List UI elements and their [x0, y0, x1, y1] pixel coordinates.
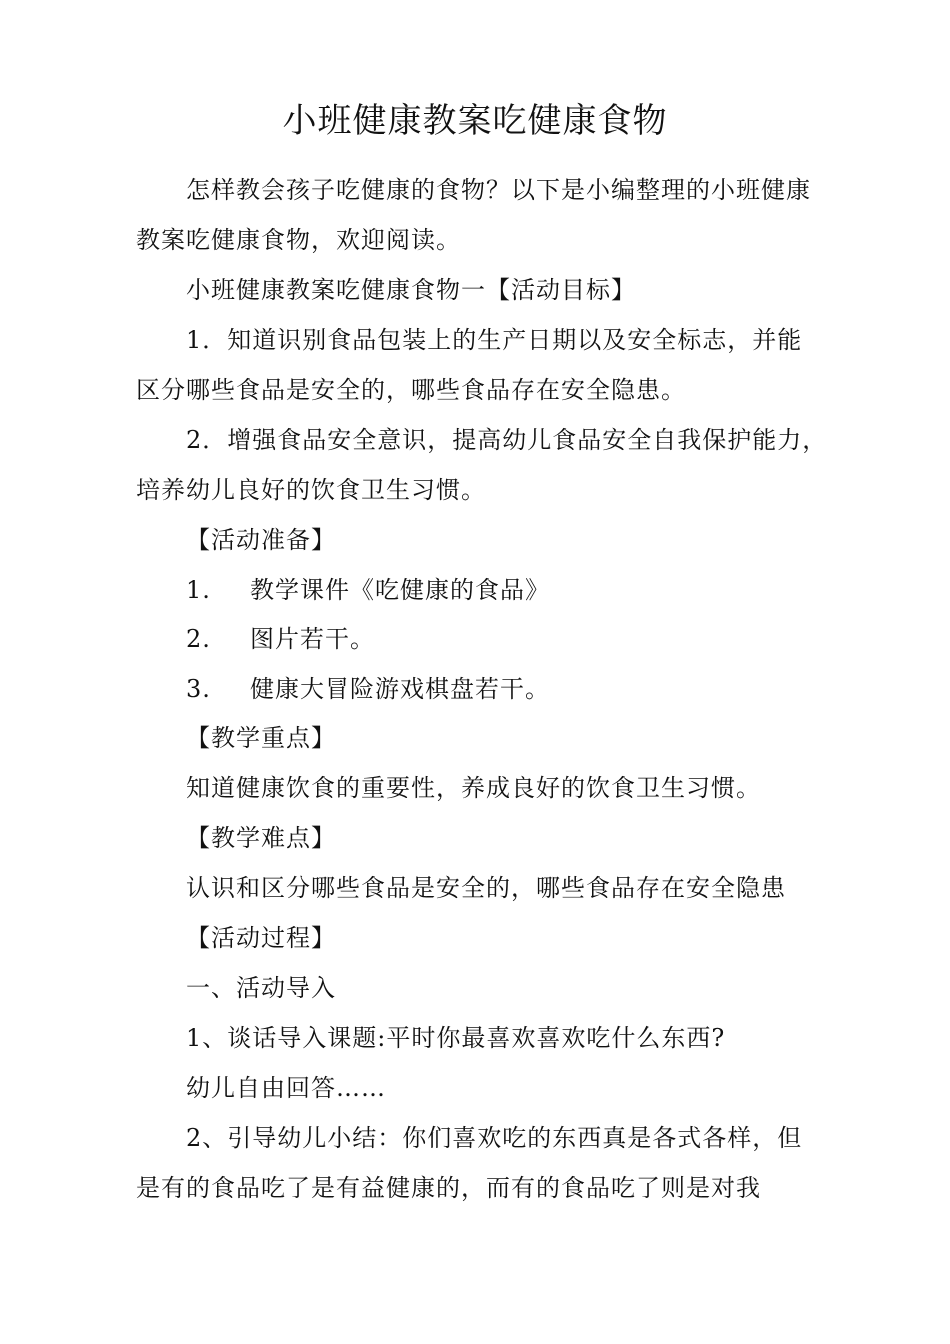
prep-item: [186, 572, 550, 608]
goal-2-line-1: 2．增强食品安全意识，提高幼儿食品安全自我保护能力，: [186, 426, 828, 454]
process-step-1: 一、活动导入: [186, 974, 336, 1002]
prep-item-number: 3.: [186, 675, 211, 703]
prep-item: [186, 621, 375, 657]
process-item-2-line-2: 是有的食品吃了是有益健康的，而有的食品吃了则是对我: [136, 1174, 761, 1202]
goal-1-line-2: 区分哪些食品是安全的，哪些食品存在安全隐患。: [136, 376, 686, 404]
prep-item: [186, 671, 550, 707]
section-one-heading: 小班健康教案吃健康食物一【活动目标】: [186, 276, 636, 304]
process-answer: 幼儿自由回答……: [186, 1074, 386, 1102]
prep-item-text: 图片若干。: [250, 625, 375, 653]
prep-item-text: 健康大冒险游戏棋盘若干。: [250, 675, 550, 703]
process-heading: 【活动过程】: [186, 924, 336, 952]
difficulty-text: 认识和区分哪些食品是安全的，哪些食品存在安全隐患: [186, 874, 786, 902]
key-text: 知道健康饮食的重要性，养成良好的饮食卫生习惯。: [186, 774, 761, 802]
prep-item-number: 1.: [186, 576, 211, 604]
key-heading: 【教学重点】: [186, 724, 336, 752]
process-item-1: 1、谈话导入课题:平时你最喜欢喜欢吃什么东西?: [186, 1024, 726, 1052]
process-item-2-line-1: 2、引导幼儿小结：你们喜欢吃的东西真是各式各样，但: [186, 1124, 803, 1152]
page-title: 小班健康教案吃健康食物: [282, 101, 668, 141]
prep-item-text: 教学课件《吃健康的食品》: [250, 576, 550, 604]
prep-item-number: 2.: [186, 625, 211, 653]
goal-2-line-2: 培养幼儿良好的饮食卫生习惯。: [136, 476, 486, 504]
intro-line-1: 怎样教会孩子吃健康的食物？以下是小编整理的小班健康: [186, 176, 811, 204]
prep-heading: 【活动准备】: [186, 526, 336, 554]
difficulty-heading: 【教学难点】: [186, 824, 336, 852]
goal-1-line-1: 1．知道识别食品包装上的生产日期以及安全标志，并能: [186, 326, 803, 354]
intro-line-2: 教案吃健康食物，欢迎阅读。: [136, 226, 461, 254]
